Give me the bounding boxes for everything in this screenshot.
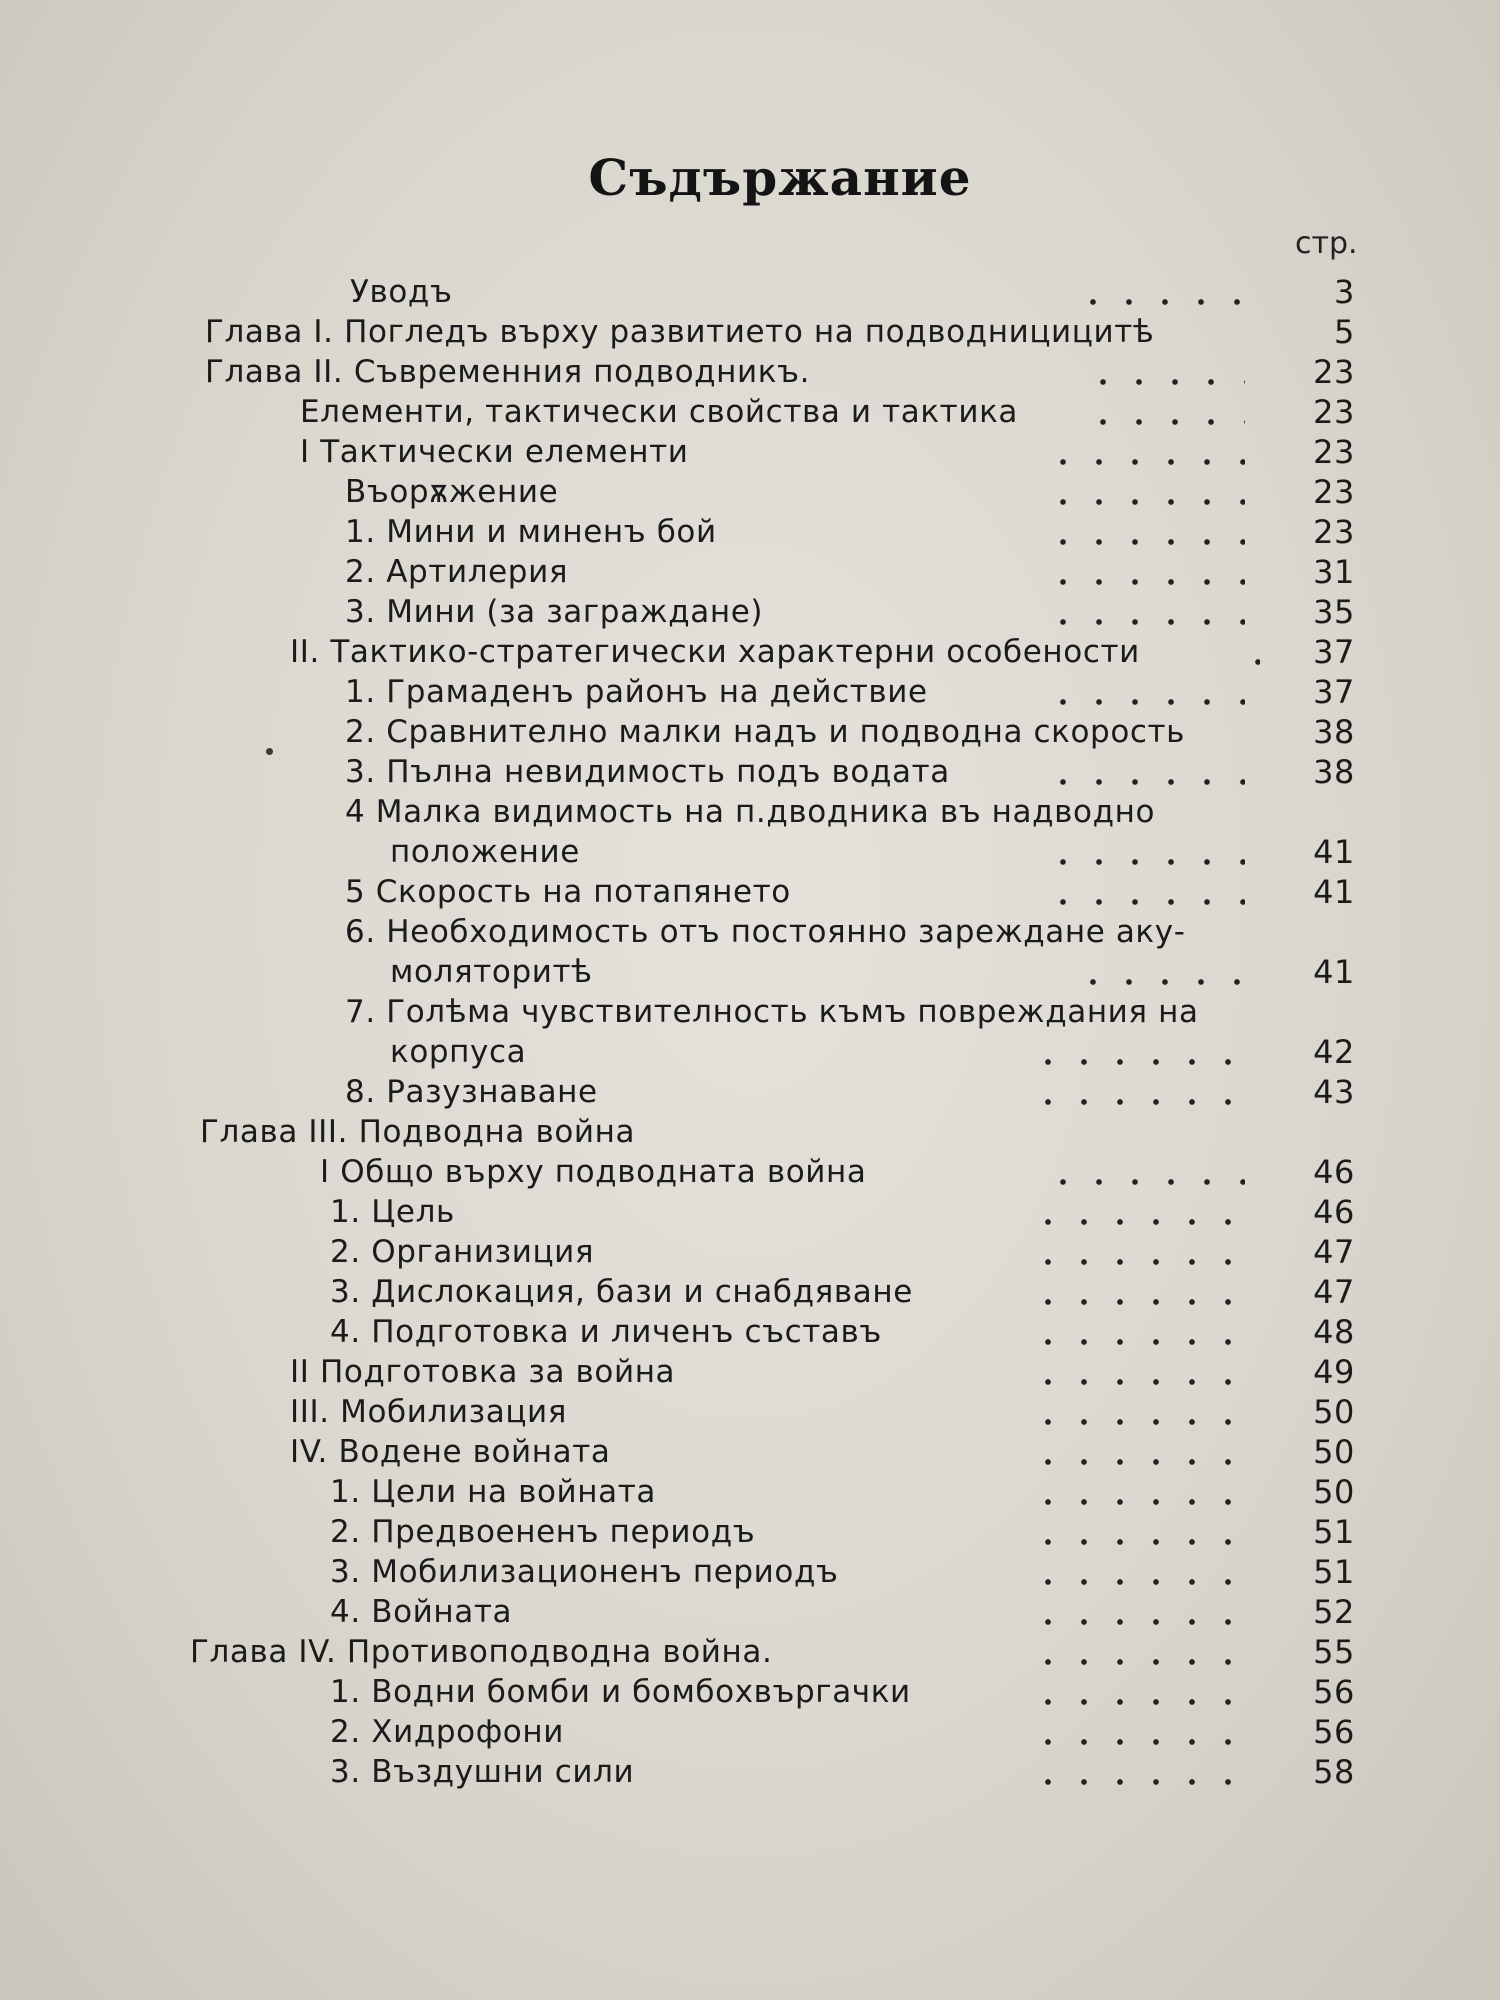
toc-entry-title: 3. Мобилизационенъ периодъ [330, 1554, 839, 1590]
dot-leader [1030, 1552, 1245, 1592]
toc-entry-title: 1. Мини и миненъ бой [345, 514, 717, 550]
page-title: Съдържание [588, 148, 972, 207]
toc-entry [0, 1232, 1355, 1272]
toc-entry-page: 51 [1313, 1513, 1355, 1551]
toc-entry-page: 46 [1313, 1193, 1355, 1231]
toc-entry-title: 2. Артилерия [345, 554, 569, 590]
dot-leader [1030, 1032, 1245, 1072]
toc-entry-title: Глава I. Погледъ върху развитието на подводницицитѣ [205, 314, 1155, 350]
dot-leader [1030, 1592, 1245, 1632]
dot-leader [1045, 872, 1245, 912]
toc-entry-page: 37 [1313, 633, 1355, 671]
toc-entry [0, 1712, 1355, 1752]
toc-entry-title: 1. Цели на войната [330, 1474, 657, 1510]
toc-entry [0, 752, 1355, 792]
toc-entry [0, 1752, 1355, 1792]
toc-entry [0, 792, 1355, 832]
dot-leader [1030, 1632, 1245, 1672]
toc-entry-title: положение [390, 834, 580, 870]
dot-leader [1045, 752, 1245, 792]
toc-entry-page: 52 [1313, 1593, 1355, 1631]
dot-leader [1045, 1152, 1245, 1192]
toc-entry-page: 38 [1313, 713, 1355, 751]
toc-entry-page: 46 [1313, 1153, 1355, 1191]
toc-entry-title: 4 Малка видимость на п.дводника въ надводно [345, 794, 1156, 830]
toc-entry-title: IV. Водене войната [290, 1434, 611, 1470]
toc-entry-page: 35 [1313, 593, 1355, 631]
toc-entry-page: 23 [1313, 393, 1355, 431]
dot-leader [1030, 1272, 1245, 1312]
toc-entry-title: I Общо върху подводната война [320, 1154, 867, 1190]
toc-entry [0, 1032, 1355, 1072]
toc-entry [0, 1472, 1355, 1512]
toc-entry [0, 392, 1355, 432]
toc-entry-title: 7. Голѣма чувствителность къмъ повреждания на [345, 994, 1199, 1030]
toc-entry [0, 1552, 1355, 1592]
toc-entry-page: 43 [1313, 1073, 1355, 1111]
toc-entry [0, 1072, 1355, 1112]
toc-entry-title: 4. Войната [330, 1594, 513, 1630]
toc-entry [0, 1632, 1355, 1672]
toc-entry-title: II. Тактико-стратегически характерни особености [290, 634, 1140, 670]
toc-entry [0, 712, 1355, 752]
toc-entry [0, 312, 1355, 352]
dot-leader [1030, 1312, 1245, 1352]
dot-leader [1030, 1392, 1245, 1432]
toc-entry-title: Глава IV. Противоподводна война. [190, 1634, 773, 1670]
toc-entry [0, 672, 1355, 712]
toc-entry-title: 1. Грамаденъ районъ на действие [345, 674, 928, 710]
toc-entry [0, 1112, 1355, 1152]
toc-entry [0, 512, 1355, 552]
toc-entry [0, 272, 1355, 312]
toc-entry [0, 832, 1355, 872]
toc-entry-page: 56 [1313, 1673, 1355, 1711]
toc-entry [0, 1272, 1355, 1312]
toc-entry [0, 632, 1355, 672]
toc-entry-page: 48 [1313, 1313, 1355, 1351]
toc-entry-title: II Подготовка за война [290, 1354, 676, 1390]
toc-entry-page: 5 [1334, 313, 1355, 351]
toc-entry-page: 3 [1334, 273, 1355, 311]
toc-entry [0, 1192, 1355, 1232]
toc-entry-title: Глава III. Подводна война [200, 1114, 636, 1150]
toc-entry-title: III. Мобилизация [290, 1394, 568, 1430]
toc-entry-title: 1. Цель [330, 1194, 455, 1230]
toc-entry-title: 2. Предвоененъ периодъ [330, 1514, 756, 1550]
dot-leader [1045, 432, 1245, 472]
dot-leader [1030, 1512, 1245, 1552]
toc-entry-page: 41 [1313, 833, 1355, 871]
toc-entry-title: 1. Водни бомби и бомбохвъргачки [330, 1674, 911, 1710]
toc-entry-title: 4. Подготовка и личенъ съставъ [330, 1314, 882, 1350]
toc-entry-page: 38 [1313, 753, 1355, 791]
toc-entry-page: 55 [1313, 1633, 1355, 1671]
toc-entry [0, 1312, 1355, 1352]
dot-leader [1045, 512, 1245, 552]
toc-entry [0, 1432, 1355, 1472]
toc-entry-title: Елементи, тактически свойства и тактика [300, 394, 1019, 430]
toc-entry-page: 42 [1313, 1033, 1355, 1071]
toc-entry-page: 37 [1313, 673, 1355, 711]
dot-leader [1030, 1072, 1245, 1112]
toc-entry-title: Въорѫжение [345, 474, 559, 510]
toc-entry [0, 992, 1355, 1032]
toc-entry-page: 50 [1313, 1393, 1355, 1431]
toc-entry [0, 592, 1355, 632]
dot-leader [1030, 1352, 1245, 1392]
page-column-label: стр. [1295, 226, 1358, 261]
dot-leader [1030, 1232, 1245, 1272]
toc-entry [0, 952, 1355, 992]
dot-leader [1075, 272, 1245, 312]
paper-speck [266, 748, 273, 755]
toc-entry-page: 41 [1313, 953, 1355, 991]
dot-leader [1075, 952, 1245, 992]
toc-entry-title: корпуса [390, 1034, 527, 1070]
toc-entry-page: 23 [1313, 433, 1355, 471]
toc-entry-title: Глава II. Съвременния подводникъ. [205, 354, 811, 390]
dot-leader [1030, 1472, 1245, 1512]
toc-entry-title: I Тактически елементи [300, 434, 689, 470]
dot-leader [1030, 1672, 1245, 1712]
toc-entry-page: 47 [1313, 1273, 1355, 1311]
toc-entry [0, 1592, 1355, 1632]
toc-entry-page: 49 [1313, 1353, 1355, 1391]
toc-entry-title: 5 Скорость на потапянето [345, 874, 791, 910]
toc-entry [0, 352, 1355, 392]
dot-leader [1045, 832, 1245, 872]
dot-leader [1030, 1192, 1245, 1232]
toc-entry [0, 1352, 1355, 1392]
toc-entry-page: 47 [1313, 1233, 1355, 1271]
toc-entry-title: 2. Хидрофони [330, 1714, 564, 1750]
dot-leader [1045, 552, 1245, 592]
toc-entry-title: 3. Дислокация, бази и снабдяване [330, 1274, 913, 1310]
toc-entry [0, 552, 1355, 592]
dot-leader [1240, 632, 1260, 672]
toc-entry [0, 912, 1355, 952]
toc-entry-page: 58 [1313, 1753, 1355, 1791]
toc-entry-title: Уводъ [350, 274, 453, 310]
toc-entry-page: 23 [1313, 473, 1355, 511]
toc-entry [0, 1672, 1355, 1712]
toc-entry-page: 56 [1313, 1713, 1355, 1751]
toc-entry-page: 31 [1313, 553, 1355, 591]
toc-entry-title: 3. Пълна невидимость подъ водата [345, 754, 950, 790]
dot-leader [1030, 1752, 1245, 1792]
toc-entry [0, 432, 1355, 472]
toc-entry-title: моляторитѣ [390, 954, 593, 990]
dot-leader [1045, 672, 1245, 712]
toc-entry-title: 6. Необходимость отъ постоянно зареждане аку- [345, 914, 1186, 950]
toc-entry [0, 1392, 1355, 1432]
toc-entry-title: 8. Разузнаване [345, 1074, 598, 1110]
toc-entry-title: 2. Организиция [330, 1234, 595, 1270]
toc-entry [0, 1512, 1355, 1552]
toc-entry [0, 472, 1355, 512]
toc-entry [0, 1152, 1355, 1192]
toc-entry [0, 872, 1355, 912]
dot-leader [1030, 1712, 1245, 1752]
dot-leader [1030, 1432, 1245, 1472]
toc-entry-page: 23 [1313, 513, 1355, 551]
toc-entry-page: 41 [1313, 873, 1355, 911]
dot-leader [1085, 392, 1245, 432]
toc-entry-page: 50 [1313, 1473, 1355, 1511]
toc-entry-page: 50 [1313, 1433, 1355, 1471]
dot-leader [1045, 592, 1245, 632]
toc-entry-page: 51 [1313, 1553, 1355, 1591]
toc-entry-title: 3. Въздушни сили [330, 1754, 635, 1790]
toc-entry-title: 2. Сравнително малки надъ и подводна скорость [345, 714, 1186, 750]
dot-leader [1045, 472, 1245, 512]
toc-entry-page: 23 [1313, 353, 1355, 391]
dot-leader [1085, 352, 1245, 392]
toc-entry-title: 3. Мини (за заграждане) [345, 594, 764, 630]
